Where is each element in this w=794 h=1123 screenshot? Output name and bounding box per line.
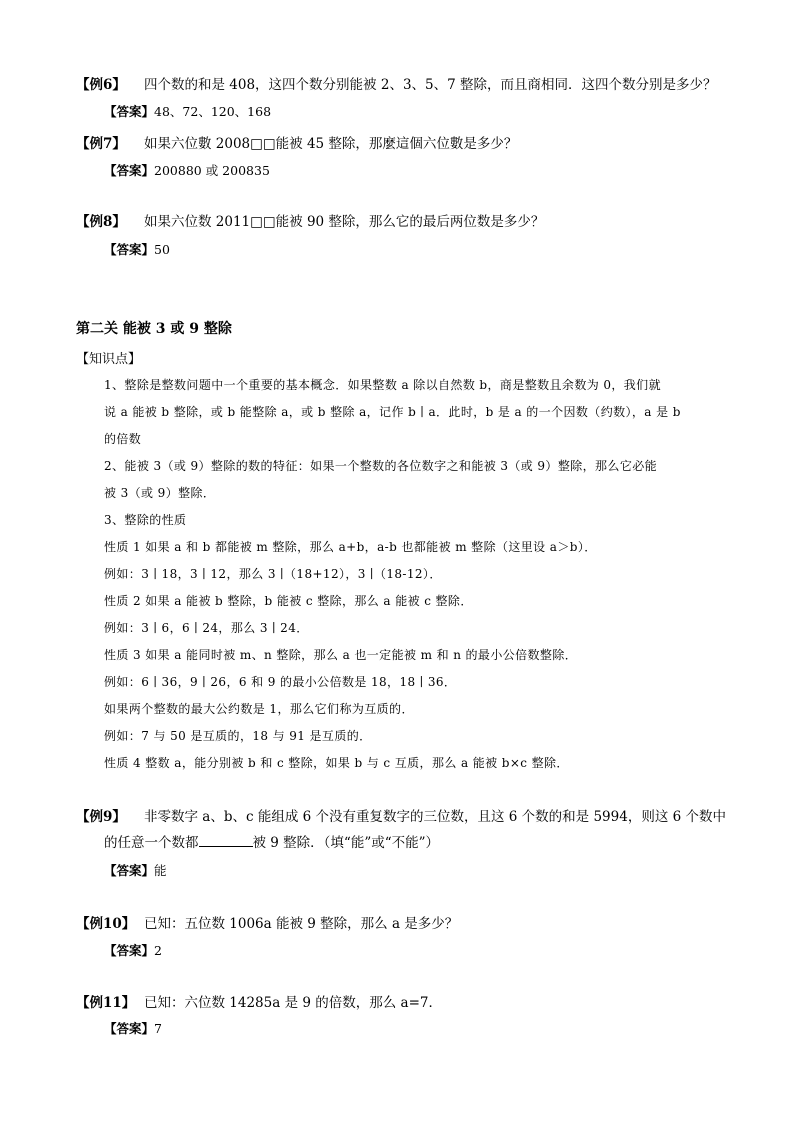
answer-label: 【答案】 (104, 863, 155, 878)
kp-line: 性质 1 如果 a 和 b 都能被 m 整除，那么 a+b，a-b 也都能被 m 整除（这里设 a＞b）． (104, 540, 597, 554)
answer-label: 【答案】 (104, 242, 155, 257)
kp-line: 3、整除的性质 (104, 513, 187, 527)
kp-line: 例如：7 与 50 是互质的，18 与 91 是互质的． (104, 729, 372, 743)
kp-line: 被 3（或 9）整除． (104, 486, 216, 500)
answer-label: 【答案】 (104, 943, 155, 958)
example-question: 已知：六位数 14285a 是 9 的倍数，那么 a=7． (144, 995, 442, 1011)
example-question-cont: 的任意一个数都 (104, 835, 199, 851)
answer-value: 2 (154, 943, 162, 958)
example-11-answer (104, 1019, 162, 1039)
kp-line: 如果两个整数的最大公约数是 1，那么它们称为互质的． (104, 702, 414, 716)
example-10 (76, 911, 726, 937)
kp-line: 例如：6 ∣ 36，9 ∣ 26，6 和 9 的最小公倍数是 18，18 ∣ 36． (104, 675, 457, 689)
example-question: 如果六位数 2011□□能被 90 整除，那么它的最后两位数是多少？ (144, 214, 545, 230)
answer-label: 【答案】 (104, 1021, 155, 1036)
example-8 (76, 209, 726, 235)
kp-line: 的倍数 (104, 432, 142, 446)
kp-line: 2、能被 3（或 9）整除的数的特征：如果一个整数的各位数字之和能被 3（或 9）整除，那么它必能 (104, 459, 658, 473)
answer-value: 48、72、120、168 (154, 104, 272, 119)
example-question: 非零数字 a、b、c 能组成 6 个没有重复数字的三位数，且这 6 个数的和是 5994，则这 6 个数中 (144, 809, 726, 825)
kp-line: 1、整除是整数问题中一个重要的基本概念．如果整数 a 除以自然数 b，商是整数且余数为 0，我们就 (104, 378, 661, 392)
example-tag: 【例8】 (76, 214, 126, 230)
answer-label: 【答案】 (104, 104, 155, 119)
example-question-cont: 被 9 整除．（填“能”或“不能”） (252, 835, 440, 851)
example-question: 已知：五位数 1006a 能被 9 整除，那么 a 是多少？ (144, 916, 459, 932)
example-tag: 【例7】 (76, 136, 126, 152)
example-tag: 【例11】 (76, 995, 136, 1011)
example-tag: 【例9】 (76, 809, 126, 825)
example-9-answer (104, 861, 167, 881)
example-8-answer (104, 240, 170, 260)
example-7 (76, 131, 726, 157)
kp-line: 例如：3 ∣ 6，6 ∣ 24，那么 3 ∣ 24． (104, 621, 309, 635)
example-tag: 【例6】 (76, 77, 126, 93)
example-9 (76, 804, 726, 856)
example-question: 如果六位數 2008□□能被 45 整除，那麼這個六位數是多少？ (144, 136, 518, 152)
example-6-answer (104, 102, 271, 122)
example-tag: 【例10】 (76, 916, 136, 932)
answer-blank (199, 832, 253, 847)
answer-value: 200880 或 200835 (154, 163, 270, 178)
answer-value: 50 (154, 242, 170, 257)
example-question: 四个数的和是 408，这四个数分别能被 2、3、5、7 整除，而且商相同．这四个数分别是多少？ (144, 77, 717, 93)
answer-label: 【答案】 (104, 163, 155, 178)
knowledge-point-label: 【知识点】 (76, 352, 142, 367)
kp-line: 例如：3 ∣ 18，3 ∣ 12，那么 3 ∣（18+12），3 ∣（18-12）． (104, 567, 442, 581)
kp-line: 性质 4 整数 a，能分别被 b 和 c 整除，如果 b 与 c 互质，那么 a 能被 b×c 整除． (104, 756, 569, 770)
knowledge-points (104, 372, 724, 777)
kp-line: 说 a 能被 b 整除，或 b 能整除 a，或 b 整除 a，记作 b ∣ a．此时，b 是 a 的一个因数（约数），a 是 b (104, 405, 681, 419)
kp-line: 性质 3 如果 a 能同时被 m、n 整除，那么 a 也一定能被 m 和 n 的最小公倍数整除． (104, 648, 578, 662)
example-7-answer (104, 161, 270, 181)
answer-value: 能 (154, 863, 167, 878)
example-6 (76, 72, 726, 98)
example-10-answer (104, 941, 162, 961)
section-title: 第二关 能被 3 或 9 整除 (76, 321, 232, 337)
kp-line: 性质 2 如果 a 能被 b 整除，b 能被 c 整除，那么 a 能被 c 整除． (104, 594, 473, 608)
answer-value: 7 (154, 1021, 162, 1036)
example-11 (76, 990, 726, 1016)
